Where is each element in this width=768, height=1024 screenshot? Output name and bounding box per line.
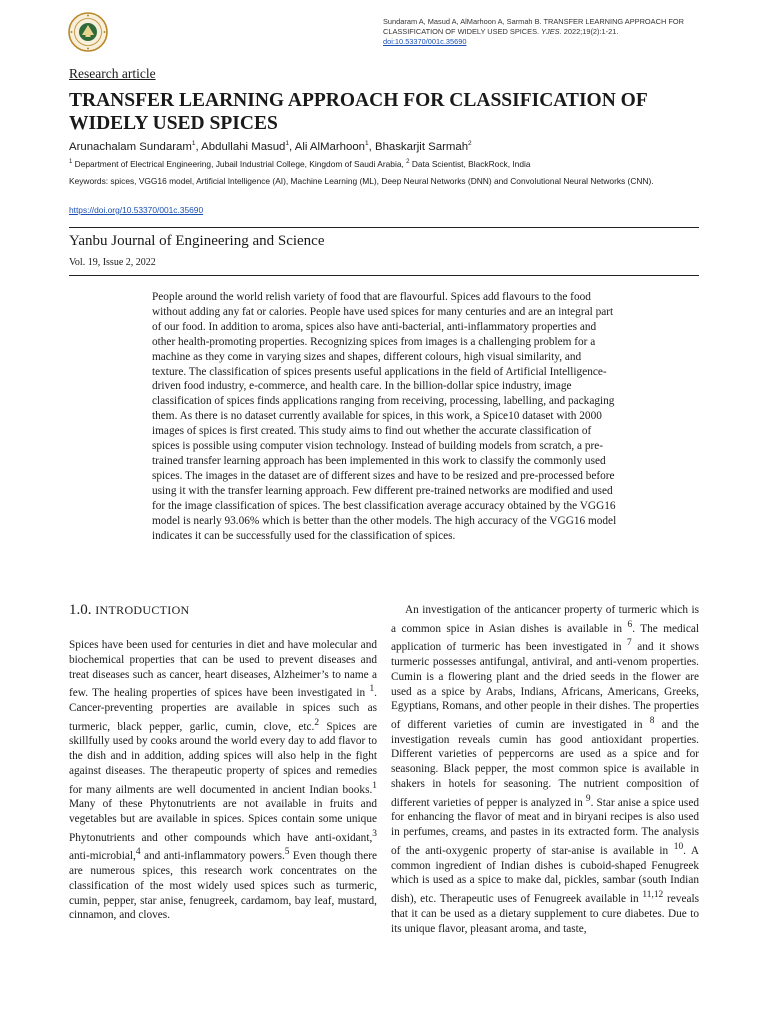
citation-ref: 7 bbox=[627, 638, 632, 649]
article-title: TRANSFER LEARNING APPROACH FOR CLASSIFICATION OF WIDELY USED SPICES bbox=[69, 90, 648, 134]
paragraph-text: and it shows turmeric possesses antifungal, antiviral, and anti-venom properties. Cumin is a flowering plant and the dried seeds in the flower are used as a spice by Arabs, Indians, Africans, Americans, Greeks, Egyptians, Romans, and other people in their dishes. The properties of different varieties of cumin are investigated in bbox=[391, 641, 700, 731]
paragraph-text: Spices are skillfully used by cooks around the world every day to add flavor to the dish and in addition, adding spices will also help in the fight against diseases. The therapeutic property of spices and remedies for many ailments are well documented in ancient Indian books. bbox=[69, 720, 377, 796]
citation-ref: 11,12 bbox=[642, 890, 664, 901]
paragraph-text: and anti-inflammatory powers. bbox=[140, 850, 285, 863]
citation-ref: 10 bbox=[673, 842, 684, 853]
affiliation-text: Department of Electrical Engineering, Jubail Industrial College, Kingdom of Saudi Arabia, bbox=[74, 159, 404, 169]
journal-logo bbox=[68, 12, 108, 52]
paragraph-text: Many of these Phytonutrients are not available in fruits and vegetables but are available in spices. Spices contain some unique Phytonutrients and other compounds which have anti-oxidant, bbox=[69, 798, 377, 844]
paragraph-text: . Cancer-preventing properties are available in spices such as turmeric, black pepper, garlic, cumin, clove, etc. bbox=[69, 687, 377, 733]
paragraph-text: Spices have been used for centuries in diet and have molecular and biochemical properties that can be used to prevent diseases and treat diseases such as cancer, heart diseases, Alzheimer’s to name a few. The healing properties of spices have been investigated in bbox=[69, 639, 377, 700]
keywords: Keywords: spices, VGG16 model, Artificial Intelligence (AI), Machine Learning (ML), Deep Neural Networks (DNN) and Convolutional Neural Networks (CNN). bbox=[69, 176, 654, 186]
citation-ref: 5 bbox=[284, 847, 290, 858]
citation-ref: 8 bbox=[649, 716, 655, 727]
intro-right-column bbox=[391, 603, 699, 936]
paragraph-text: . Star anise a spice used for enhancing the flavor of meat and in biryani recipes is also used in perfumes, creams, and pastes in its extracted form. The analysis of the anti-oxygenic property of star-anise is available in bbox=[391, 796, 699, 857]
abstract: People around the world relish variety of food that are flavourful. Spices add flavours to the food without adding any fat or calories. People have used spices for many centuries and are an integral part of our food. In addition to aroma, spices also have anti-bacterial, anti-inflammatory properties and other health-promoting properties. Recognizing spices from images is a challenging problem for a machine as they come in varying sizes and shapes, different colours, high visual similarity, and texture. The classification of spices presents useful applications in the field of Artificial Intelligence-driven food industry, e-commerce, and health care. In the billion-dollar spice industry, image classification of spices finds applications ranging from receiving, processing, labelling, and packaging them. As there is no dataset currently available for spices, in this work, a Spice10 dataset with 2000 images of spices is first created. This study aims to find out whether the accurate classification of spices is possible using computer vision technology. Instead of building models from scratch, a pre-trained transfer learning approach has been implemented in this work to classify the commonly used spices. The images in the dataset are of different sizes and have to be resized and pre-processed before using it with the transfer learning approach. Few different pre-trained networks are modified and used for the image classification of spices. The best classification average accuracy obtained by the VGG16 model is nearly 93.06% which is better than the other models. The high accuracy of the VGG16 model indicates it can be successfully used for the classification of spices. bbox=[152, 291, 617, 542]
paragraph-text: reveals that it can be used as a dietary supplement to cure diabetes. Due to its unique flavor, pleasant aroma, and taste, bbox=[391, 892, 700, 935]
paragraph-text: . The medical application of turmeric has been investigated in bbox=[391, 622, 699, 654]
affiliation-text: Data Scientist, BlackRock, India bbox=[411, 159, 531, 169]
citation-ref: 6 bbox=[627, 619, 633, 630]
author-name: Ali AlMarhoon bbox=[294, 140, 365, 153]
citation-text: Sundaram A, Masud A, AlMarhoon A, Sarmah B. TRANSFER LEARNING APPROACH FOR CLASSIFICATION OF WIDELY USED SPICES. bbox=[383, 17, 684, 36]
affiliations bbox=[69, 159, 531, 169]
citation-header bbox=[383, 17, 713, 47]
volume-issue: Vol. 19, Issue 2, 2022 bbox=[69, 257, 156, 268]
paragraph-text: . A common ingredient of Indian dishes is cuboid-shaped Fenugreek which is used as a spice to make dal, pickles, sambar (south Indian dish), etc. Therapeutic uses of Fenugreek available in bbox=[391, 844, 700, 905]
journal-abbrev: YJES. bbox=[541, 27, 562, 36]
doi-link[interactable]: https://doi.org/10.53370/001c.35690 bbox=[69, 205, 204, 215]
citation-ref: 9 bbox=[585, 793, 591, 804]
author-affiliation-mark: 1 bbox=[191, 140, 196, 147]
author-name: Bhaskarjit Sarmah bbox=[374, 140, 469, 153]
section-title: INTRODUCTION bbox=[95, 603, 190, 617]
citation-tail: 2022;19(2):1-21. bbox=[563, 27, 619, 36]
author-name: Abdullahi Masud bbox=[201, 140, 286, 153]
author-affiliation-mark: 2 bbox=[468, 140, 472, 147]
author-affiliation-mark: 1 bbox=[285, 140, 290, 147]
journal-seal-icon bbox=[68, 12, 108, 52]
affiliation-number: 2 bbox=[406, 159, 410, 166]
citation-ref: 3 bbox=[372, 828, 377, 839]
paragraph-text: Even though there are numerous spices, this research work concentrates on the classification of the most widely used spices such as turmeric, cumin, pepper, star anise, fenugreek, cardamom, bay leaf, mustard, cinnamon, and cloves. bbox=[69, 850, 377, 922]
citation-ref: 4 bbox=[135, 847, 141, 858]
citation-ref: 2 bbox=[314, 717, 320, 728]
affiliation-number: 1 bbox=[69, 159, 73, 166]
paragraph-text: anti-microbial, bbox=[69, 850, 136, 863]
article-type: Research article bbox=[69, 66, 156, 81]
author-list: Arunachalam Sundaram$^1$, Abdullahi Masud$^1$, Ali AlMarhoon$^1$, Bhaskarjit Sarmah$^2$ bbox=[69, 140, 472, 153]
intro-left-column bbox=[69, 638, 377, 923]
citation-ref: 1 bbox=[372, 780, 377, 791]
divider-top bbox=[69, 227, 699, 228]
paragraph-text: An investigation of the anticancer property of turmeric which is a common spice in Asian dishes is available in bbox=[391, 604, 699, 635]
citation-doi-link[interactable]: doi:10.53370/001c.35690 bbox=[383, 37, 467, 46]
journal-name: Yanbu Journal of Engineering and Science bbox=[69, 233, 325, 249]
author-name: Arunachalam Sundaram bbox=[69, 140, 192, 153]
section-heading bbox=[69, 602, 190, 619]
divider-bottom bbox=[69, 275, 699, 276]
author-affiliation-mark: 1 bbox=[365, 140, 369, 147]
paragraph-text: and the investigation reveals cumin has good antioxidant properties. Different varieties of peppercorns are used as a spice and for seasoning. Black pepper, the most common spice is available in shakers in hotels for seasoning. The nutrient composition of different varieties of pepper is analyzed in bbox=[391, 718, 699, 809]
section-number: 1.0. bbox=[69, 602, 92, 618]
citation-ref: 1 bbox=[369, 684, 375, 695]
